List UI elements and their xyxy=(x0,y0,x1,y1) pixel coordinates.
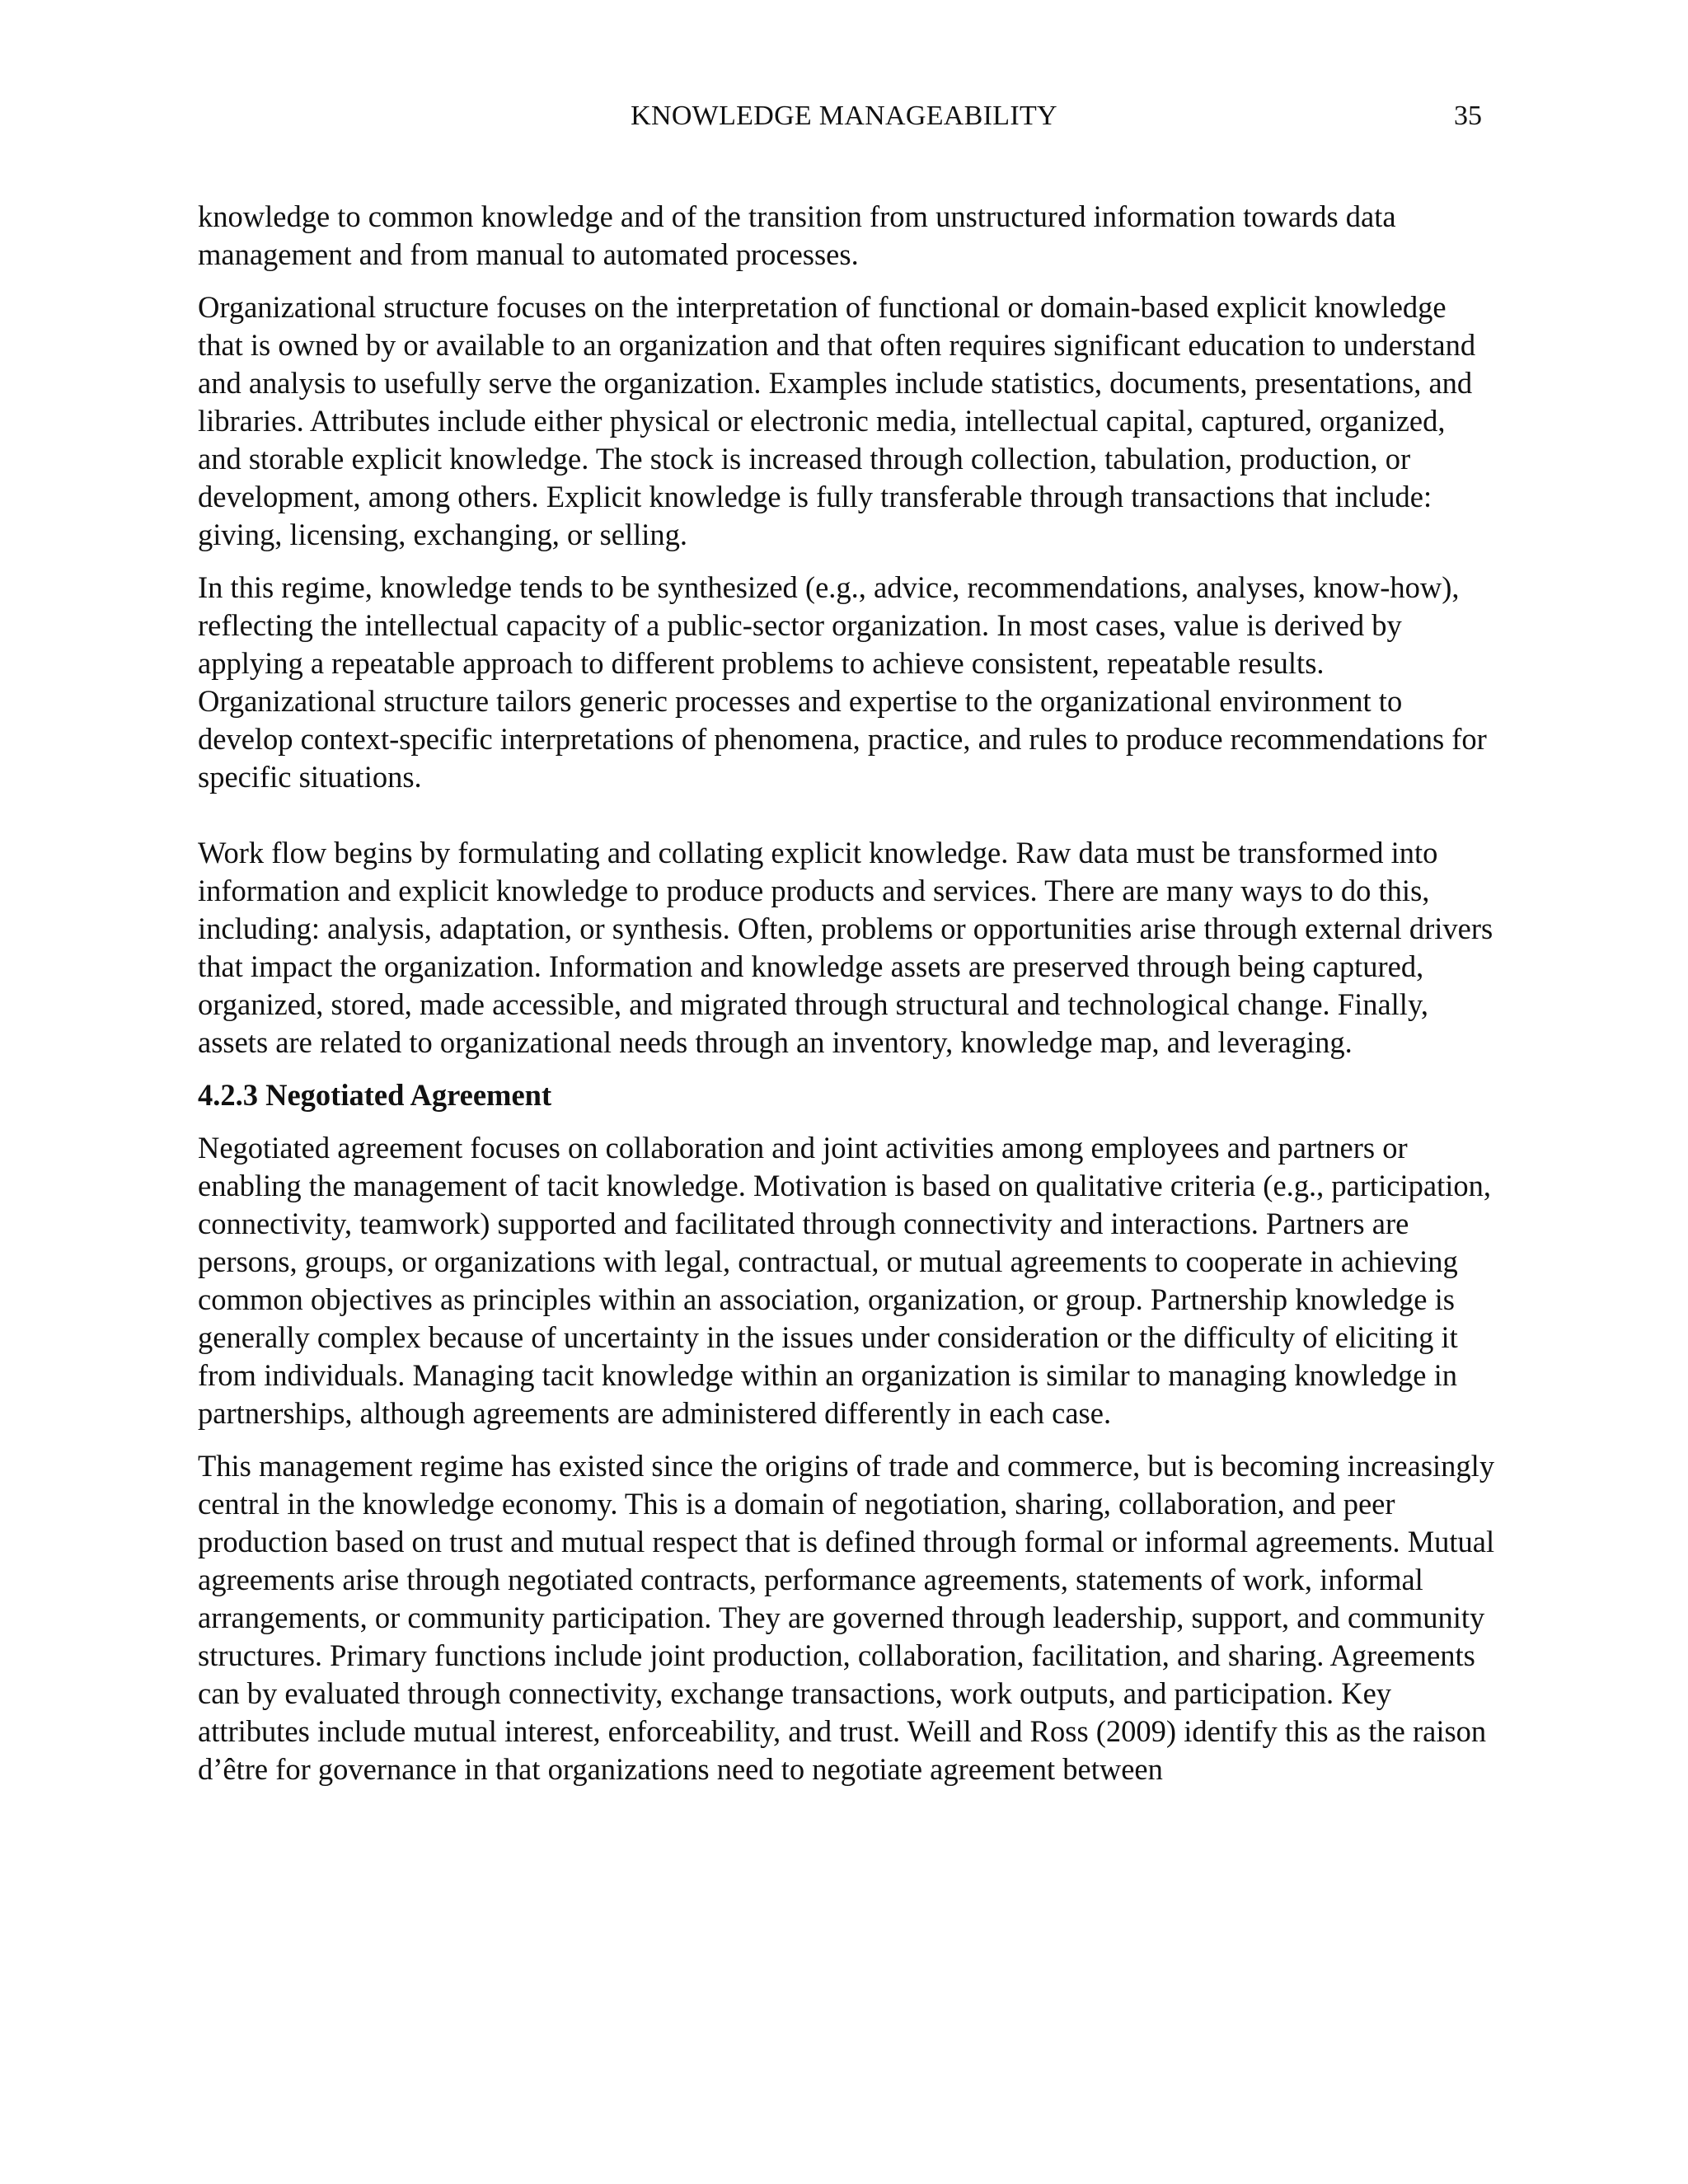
paragraph-work-flow: Work flow begins by formulating and collating explicit knowledge. Raw data must be transformed into information and explicit knowledge to produce products and services. There are many ways to do this, including: analysis, adaptation, or synthesis. Often, problems or opportunities arise through external drivers that impact the organization. Information and knowledge assets are preserved through being captured, organized, stored, made accessible, and migrated through structural and technological change. Finally, assets are related to organizational needs through an inventory, knowledge map, and leveraging. xyxy=(198,836,1493,1059)
section-heading: 4.2.3 Negotiated Agreement xyxy=(198,1078,552,1112)
running-head: KNOWLEDGE MANAGEABILITY xyxy=(631,101,1057,131)
paragraph-negotiated-agreement: Negotiated agreement focuses on collaboration and joint activities among employees and partners or enabling the management of tacit knowledge. Motivation is based on qualitative criteria (e.g., participation, connectivity, teamwork) supported and facilitated through connectivity and interactions. Partners are persons, groups, or organizations with legal, contractual, or mutual agreements to cooperate in achieving common objectives as principles within an association, organization, or group. Partnership knowledge is generally complex because of uncertainty in the issues under consideration or the difficulty of eliciting it from individuals. Managing tacit knowledge within an organization is similar to managing knowledge in partnerships, although agreements are administered differently in each case. xyxy=(198,1131,1492,1430)
paragraph-organizational-structure: Organizational structure focuses on the interpretation of functional or domain-based explicit knowledge that is owned by or available to an organization and that often requires significant education to understand and analysis to usefully serve the organization. Examples include statistics, documents, presentations, and libraries. Attributes include either physical or electronic media, intellectual capital, captured, organized, and storable explicit knowledge. The stock is increased through collection, tabulation, production, or development, among others. Explicit knowledge is fully transferable through transactions that include: giving, licensing, exchanging, or selling. xyxy=(198,290,1476,551)
paragraph-continuation: knowledge to common knowledge and of the transition from unstructured information towards data management and from manual to automated processes. xyxy=(198,199,1396,271)
paragraph-regime-synthesis: In this regime, knowledge tends to be synthesized (e.g., advice, recommendations, analyses, know-how), reflecting the intellectual capacity of a public-sector organization. In most cases, value is derived by applying a repeatable approach to different problems to achieve consistent, repeatable results. Organizational structure tailors generic processes and expertise to the organizational environment to develop context-specific interpretations of phenomena, practice, and rules to produce recommendations for specific situations. xyxy=(198,570,1487,794)
page-number: 35 xyxy=(1454,101,1482,131)
body-text xyxy=(198,198,1496,1803)
paragraph-management-regime: This management regime has existed since the origins of trade and commerce, but is becoming increasingly central in the knowledge economy. This is a domain of negotiation, sharing, collaboration, and peer production based on trust and mutual respect that is defined through formal or informal agreements. Mutual agreements arise through negotiated contracts, performance agreements, statements of work, informal arrangements, or community participation. They are governed through leadership, support, and community structures. Primary functions include joint production, collaboration, facilitation, and sharing. Agreements can by evaluated through connectivity, exchange transactions, work outputs, and participation. Key attributes include mutual interest, enforceability, and trust. Weill and Ross (2009) identify this as the raison d’être for governance in that organizations need to negotiate agreement between xyxy=(198,1449,1495,1786)
